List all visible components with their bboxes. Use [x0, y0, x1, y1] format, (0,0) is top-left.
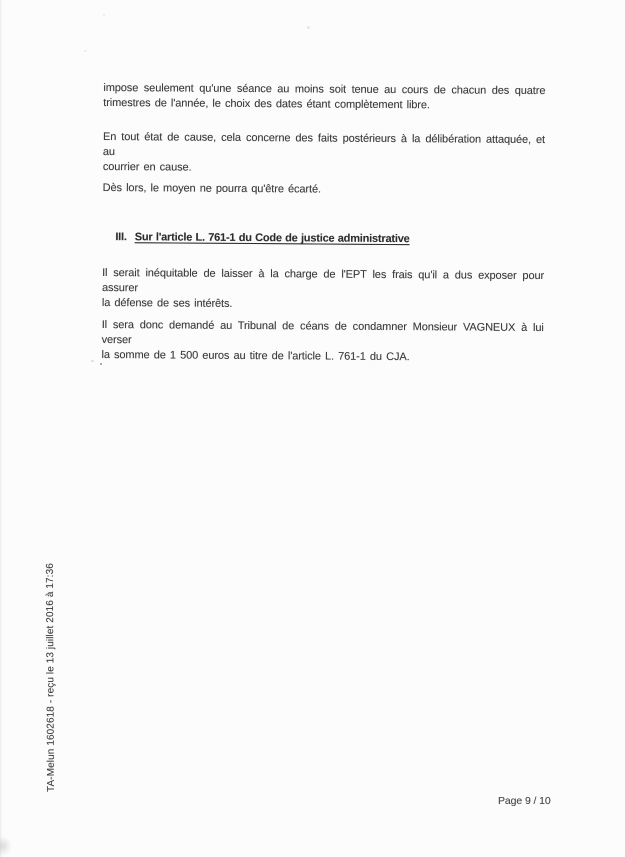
document-body	[98, 0, 546, 857]
page-number: Page 9 / 10	[498, 795, 551, 807]
paragraph	[101, 318, 543, 366]
paragraph-line: Dès lors, le moyen ne pourra qu'être écarté.	[102, 181, 321, 196]
scan-speck	[91, 360, 94, 362]
scan-smudge-artifact	[0, 836, 12, 856]
paragraph-line: impose seulement qu'une séance au moins soit tenue au cours de chacun des quatre	[103, 81, 546, 98]
paragraph-line: trimestres de l'année, le choix des dates étant complètement libre.	[103, 96, 430, 112]
paragraph-line: la somme de 1 500 euros au titre de l'article L. 761-1 du CJA.	[101, 348, 410, 364]
paragraph-line: la défense de ses intérêts.	[101, 296, 233, 310]
registry-receipt-stamp: TA-Melun 1602618 - reçu le 13 juillet 2016 à 17:36	[44, 563, 57, 792]
section-heading	[102, 230, 409, 247]
section-number: III.	[115, 231, 127, 244]
paragraph-line: Il sera donc demandé au Tribunal de céans de condamner Monsieur VAGNEUX à lui verser	[101, 318, 544, 347]
paragraph-line: Il serait inéquitable de laisser à la charge de l'EPT les frais qu'il a dus exposer pour assurer	[101, 266, 545, 295]
paragraph	[103, 81, 545, 114]
paragraph	[103, 130, 545, 178]
paragraph-line: courrier en cause.	[102, 160, 192, 174]
section-title: Sur l'article L. 761-1 du Code de justice administrative	[134, 231, 410, 246]
paragraph	[102, 266, 544, 314]
paragraph	[103, 181, 545, 199]
scan-edge-artifact	[0, 0, 2, 857]
scan-speck	[84, 50, 87, 52]
paragraph-line: En tout état de cause, cela concerne des faits postérieurs à la délibération attaquée, et au	[102, 130, 546, 159]
